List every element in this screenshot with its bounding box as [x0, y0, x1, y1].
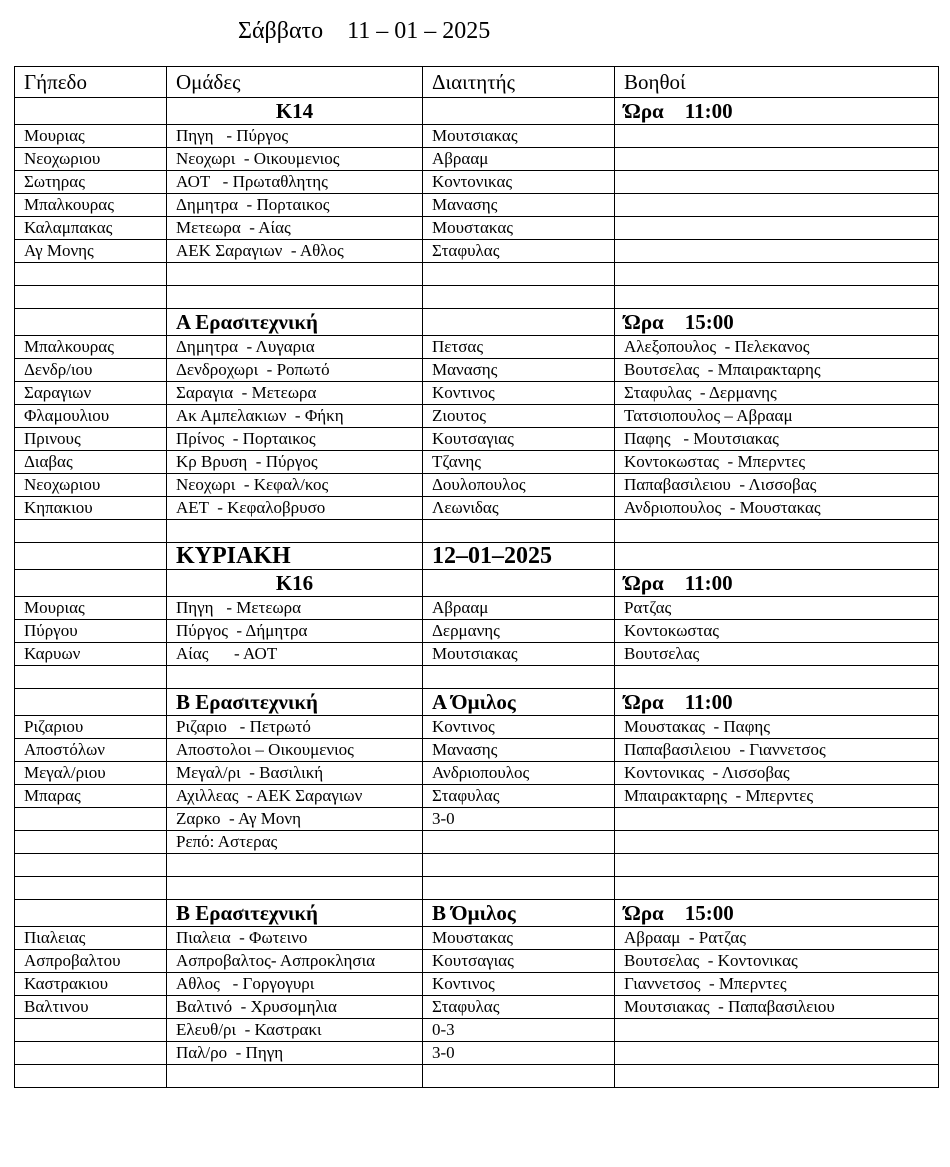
venue-cell: Μπαρας: [15, 785, 167, 808]
venue-cell: Φλαμουλιου: [15, 405, 167, 428]
assistants-cell: [615, 1042, 939, 1065]
referee-cell: Αβρααμ: [423, 148, 615, 171]
table-row: [15, 125, 939, 148]
referee-cell: Α Όμιλος: [423, 689, 615, 716]
venue-cell: Αγ Μονης: [15, 240, 167, 263]
referee-cell: [423, 98, 615, 125]
table-row: [15, 286, 939, 309]
referee-cell: Μουστακας: [423, 217, 615, 240]
teams-cell: Μετεωρα - Αίας: [167, 217, 423, 240]
referee-cell: [423, 666, 615, 689]
assistants-cell: Σταφυλας - Δερμανης: [615, 382, 939, 405]
referee-cell: Ζιουτος: [423, 405, 615, 428]
table-row: [15, 148, 939, 171]
section-row: [15, 900, 939, 927]
assistants-cell: Βουτσελας: [615, 643, 939, 666]
venue-cell: Δενδρ/ιου: [15, 359, 167, 382]
table-row: [15, 240, 939, 263]
assistants-cell: Αλεξοπουλος - Πελεκανος: [615, 336, 939, 359]
referee-cell: [423, 263, 615, 286]
table-row: [15, 643, 939, 666]
venue-cell: Καστρακιου: [15, 973, 167, 996]
venue-cell: Καλαμπακας: [15, 217, 167, 240]
teams-cell: Βαλτινό - Χρυσομηλια: [167, 996, 423, 1019]
teams-cell: ΑΕΚ Σαραγιων - Αθλος: [167, 240, 423, 263]
table-row: [15, 1042, 939, 1065]
venue-cell: Μεγαλ/ριου: [15, 762, 167, 785]
assistants-cell: Κοντοκωστας: [615, 620, 939, 643]
teams-cell: Β Ερασιτεχνική: [167, 689, 423, 716]
header-venue: Γήπεδο: [15, 67, 167, 98]
table-row: [15, 451, 939, 474]
section-row: [15, 98, 939, 125]
assistants-cell: Βουτσελας - Μπαιρακταρης: [615, 359, 939, 382]
table-row: [15, 497, 939, 520]
teams-cell: [167, 520, 423, 543]
venue-cell: Μπαλκουρας: [15, 336, 167, 359]
venue-cell: [15, 831, 167, 854]
teams-cell: Α Ερασιτεχνική: [167, 309, 423, 336]
teams-cell: Πηγη - Μετεωρα: [167, 597, 423, 620]
referee-cell: Σταφυλας: [423, 785, 615, 808]
referee-cell: [423, 1065, 615, 1088]
venue-cell: [15, 1019, 167, 1042]
venue-cell: Σαραγιων: [15, 382, 167, 405]
teams-cell: Πρίνος - Πορταικος: [167, 428, 423, 451]
table-row: [15, 359, 939, 382]
assistants-cell: Κοντονικας - Λισσοβας: [615, 762, 939, 785]
venue-cell: [15, 689, 167, 716]
assistants-cell: [615, 543, 939, 570]
table-row: [15, 520, 939, 543]
table-row: [15, 1019, 939, 1042]
table-row: [15, 785, 939, 808]
referee-cell: Λεωνιδας: [423, 497, 615, 520]
assistants-cell: [615, 831, 939, 854]
venue-cell: [15, 263, 167, 286]
table-row: [15, 620, 939, 643]
teams-cell: Πύργος - Δήμητρα: [167, 620, 423, 643]
venue-cell: Μουριας: [15, 125, 167, 148]
referee-cell: Κουτσαγιας: [423, 428, 615, 451]
referee-cell: Κουτσαγιας: [423, 950, 615, 973]
referee-cell: Ανδριοπουλος: [423, 762, 615, 785]
teams-cell: Αποστολοι – Οικουμενιος: [167, 739, 423, 762]
venue-cell: [15, 543, 167, 570]
table-row: [15, 739, 939, 762]
referee-cell: [423, 286, 615, 309]
assistants-cell: Βουτσελας - Κοντονικας: [615, 950, 939, 973]
table-row: [15, 973, 939, 996]
teams-cell: [167, 666, 423, 689]
teams-cell: ΑΟΤ - Πρωταθλητης: [167, 171, 423, 194]
referee-cell: Δουλοπουλος: [423, 474, 615, 497]
schedule-body: [15, 98, 939, 1088]
assistants-cell: Μουστακας - Παφης: [615, 716, 939, 739]
referee-cell: Πετσας: [423, 336, 615, 359]
assistants-cell: Παπαβασιλειου - Γιαννετσος: [615, 739, 939, 762]
teams-cell: K16: [167, 570, 423, 597]
assistants-cell: [615, 877, 939, 900]
assistants-cell: [615, 217, 939, 240]
assistants-cell: [615, 1019, 939, 1042]
teams-cell: [167, 1065, 423, 1088]
venue-cell: Καρυων: [15, 643, 167, 666]
section-row: [15, 689, 939, 716]
assistants-cell: [615, 125, 939, 148]
venue-cell: [15, 877, 167, 900]
table-row: [15, 171, 939, 194]
teams-cell: Νεοχωρι - Οικουμενιος: [167, 148, 423, 171]
assistants-cell: Μπαιρακταρης - Μπερντες: [615, 785, 939, 808]
referee-cell: Μανασης: [423, 359, 615, 382]
teams-cell: [167, 286, 423, 309]
venue-cell: Βαλτινου: [15, 996, 167, 1019]
assistants-cell: [615, 286, 939, 309]
venue-cell: Ριζαριου: [15, 716, 167, 739]
venue-cell: [15, 309, 167, 336]
venue-cell: [15, 98, 167, 125]
venue-cell: Διαβας: [15, 451, 167, 474]
teams-cell: Αχιλλεας - ΑΕΚ Σαραγιων: [167, 785, 423, 808]
teams-cell: Ζαρκο - Αγ Μονη: [167, 808, 423, 831]
teams-cell: Νεοχωρι - Κεφαλ/κος: [167, 474, 423, 497]
table-row: [15, 716, 939, 739]
teams-cell: K14: [167, 98, 423, 125]
venue-cell: Νεοχωριου: [15, 474, 167, 497]
referee-cell: [423, 570, 615, 597]
referee-cell: [423, 831, 615, 854]
referee-cell: [423, 309, 615, 336]
table-row: [15, 1065, 939, 1088]
assistants-cell: [615, 1065, 939, 1088]
teams-cell: ΑΕΤ - Κεφαλοβρυσο: [167, 497, 423, 520]
table-row: [15, 950, 939, 973]
table-row: [15, 808, 939, 831]
assistants-cell: [615, 666, 939, 689]
table-row: [15, 405, 939, 428]
venue-cell: Αποστόλων: [15, 739, 167, 762]
referee-cell: Κοντινος: [423, 716, 615, 739]
table-row: [15, 927, 939, 950]
header-referee: Διαιτητής: [423, 67, 615, 98]
header-assistants: Βοηθοί: [615, 67, 939, 98]
venue-cell: [15, 286, 167, 309]
referee-cell: Μουτσιακας: [423, 643, 615, 666]
assistants-cell: [615, 194, 939, 217]
assistants-cell: Παφης - Μουτσιακας: [615, 428, 939, 451]
teams-cell: Αθλος - Γοργογυρι: [167, 973, 423, 996]
table-row: [15, 382, 939, 405]
assistants-cell: [615, 240, 939, 263]
referee-cell: Κοντονικας: [423, 171, 615, 194]
referee-cell: Δερμανης: [423, 620, 615, 643]
page-title: Σάββατο 11 – 01 – 2025: [238, 18, 491, 44]
referee-cell: Μουτσιακας: [423, 125, 615, 148]
referee-cell: 3-0: [423, 1042, 615, 1065]
teams-cell: [167, 854, 423, 877]
teams-cell: Δημητρα - Λυγαρια: [167, 336, 423, 359]
teams-cell: [167, 263, 423, 286]
venue-cell: [15, 808, 167, 831]
teams-cell: Κρ Βρυση - Πύργος: [167, 451, 423, 474]
section-row: [15, 543, 939, 570]
table-row: [15, 854, 939, 877]
table-row: [15, 336, 939, 359]
table-row: [15, 831, 939, 854]
referee-cell: Μανασης: [423, 739, 615, 762]
referee-cell: Β Όμιλος: [423, 900, 615, 927]
assistants-cell: [615, 520, 939, 543]
table-row: [15, 217, 939, 240]
teams-cell: Ασπροβαλτος- Ασπροκλησια: [167, 950, 423, 973]
teams-cell: Σαραγια - Μετεωρα: [167, 382, 423, 405]
venue-cell: Μπαλκουρας: [15, 194, 167, 217]
referee-cell: Αβρααμ: [423, 597, 615, 620]
table-row: [15, 263, 939, 286]
teams-cell: Δημητρα - Πορταικος: [167, 194, 423, 217]
referee-cell: [423, 520, 615, 543]
referee-cell: Κοντινος: [423, 973, 615, 996]
teams-cell: Πιαλεια - Φωτεινο: [167, 927, 423, 950]
venue-cell: [15, 570, 167, 597]
referee-cell: [423, 877, 615, 900]
venue-cell: Μουριας: [15, 597, 167, 620]
teams-cell: Αίας - ΑΟΤ: [167, 643, 423, 666]
venue-cell: Ασπροβαλτου: [15, 950, 167, 973]
venue-cell: Νεοχωριου: [15, 148, 167, 171]
header-row: [15, 67, 939, 98]
teams-cell: Δενδροχωρι - Ροπωτό: [167, 359, 423, 382]
assistants-cell: Κοντοκωστας - Μπερντες: [615, 451, 939, 474]
referee-cell: Σταφυλας: [423, 240, 615, 263]
venue-cell: [15, 900, 167, 927]
header-teams: Ομάδες: [167, 67, 423, 98]
assistants-cell: Παπαβασιλειου - Λισσοβας: [615, 474, 939, 497]
venue-cell: [15, 1065, 167, 1088]
assistants-cell: Ρατζας: [615, 597, 939, 620]
venue-cell: Πρινους: [15, 428, 167, 451]
assistants-cell: Ανδριοπουλος - Μουστακας: [615, 497, 939, 520]
assistants-cell: [615, 854, 939, 877]
teams-cell: [167, 877, 423, 900]
assistants-cell: Ώρα 11:00: [615, 570, 939, 597]
teams-cell: Β Ερασιτεχνική: [167, 900, 423, 927]
table-row: [15, 474, 939, 497]
venue-cell: Πύργου: [15, 620, 167, 643]
assistants-cell: Αβρααμ - Ρατζας: [615, 927, 939, 950]
table-row: [15, 877, 939, 900]
teams-cell: Μεγαλ/ρι - Βασιλική: [167, 762, 423, 785]
referee-cell: Κοντινος: [423, 382, 615, 405]
table-row: [15, 428, 939, 451]
teams-cell: Πηγη - Πύργος: [167, 125, 423, 148]
venue-cell: Κηπακιου: [15, 497, 167, 520]
assistants-cell: Ώρα 11:00: [615, 689, 939, 716]
assistants-cell: [615, 171, 939, 194]
section-row: [15, 570, 939, 597]
venue-cell: [15, 1042, 167, 1065]
assistants-cell: Ώρα 15:00: [615, 900, 939, 927]
section-row: [15, 309, 939, 336]
venue-cell: [15, 520, 167, 543]
assistants-cell: Ώρα 11:00: [615, 98, 939, 125]
assistants-cell: Τατσιοπουλος – Αβρααμ: [615, 405, 939, 428]
assistants-cell: [615, 148, 939, 171]
assistants-cell: [615, 808, 939, 831]
table-row: [15, 597, 939, 620]
table-row: [15, 762, 939, 785]
assistants-cell: Μουτσιακας - Παπαβασιλειου: [615, 996, 939, 1019]
assistants-cell: [615, 263, 939, 286]
referee-cell: 12–01–2025: [423, 543, 615, 570]
venue-cell: Πιαλειας: [15, 927, 167, 950]
assistants-cell: Γιαννετσος - Μπερντες: [615, 973, 939, 996]
venue-cell: [15, 854, 167, 877]
table-row: [15, 666, 939, 689]
referee-cell: Μανασης: [423, 194, 615, 217]
assistants-cell: Ώρα 15:00: [615, 309, 939, 336]
venue-cell: Σωτηρας: [15, 171, 167, 194]
referee-cell: 3-0: [423, 808, 615, 831]
teams-cell: Ελευθ/ρι - Καστρακι: [167, 1019, 423, 1042]
teams-cell: Ριζαριο - Πετρωτό: [167, 716, 423, 739]
schedule-table: [14, 66, 939, 1088]
teams-cell: ΚΥΡΙΑΚΗ: [167, 543, 423, 570]
referee-cell: [423, 854, 615, 877]
teams-cell: Ρεπό: Αστερας: [167, 831, 423, 854]
table-row: [15, 194, 939, 217]
table-row: [15, 996, 939, 1019]
teams-cell: Παλ/ρο - Πηγη: [167, 1042, 423, 1065]
referee-cell: Μουστακας: [423, 927, 615, 950]
referee-cell: 0-3: [423, 1019, 615, 1042]
venue-cell: [15, 666, 167, 689]
teams-cell: Ακ Αμπελακιων - Φήκη: [167, 405, 423, 428]
referee-cell: Τζανης: [423, 451, 615, 474]
referee-cell: Σταφυλας: [423, 996, 615, 1019]
